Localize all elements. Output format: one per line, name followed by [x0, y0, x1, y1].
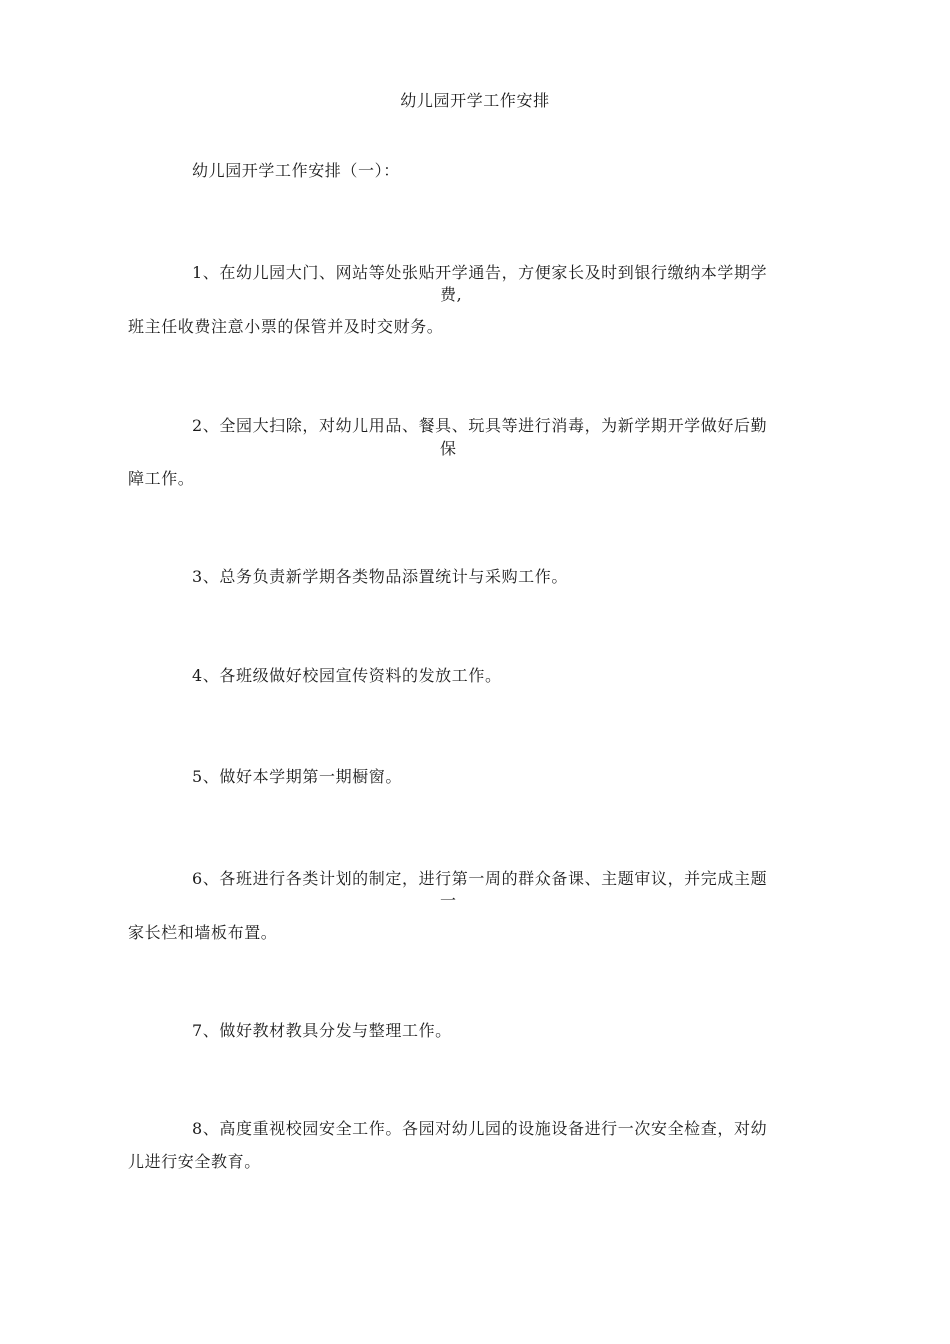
list-item-2-line1: 2、全园大扫除，对幼儿用品、餐具、玩具等进行消毒，为新学期开学做好后勤	[192, 416, 768, 435]
list-item-3: 3、总务负责新学期各类物品添置统计与采购工作。	[192, 567, 568, 586]
list-item-8-line2: 儿进行安全教育。	[128, 1152, 261, 1171]
list-item-6-line1: 6、各班进行各类计划的制定，进行第一周的群众备课、主题审议，并完成主题	[192, 869, 768, 888]
page-title: 幼儿园开学工作安排	[400, 91, 550, 110]
section-subtitle: 幼儿园开学工作安排（一）：	[192, 161, 400, 180]
list-item-1-line1: 1、在幼儿园大门、网站等处张贴开学通告，方便家长及时到银行缴纳本学期学	[192, 263, 768, 282]
list-item-7: 7、做好教材教具分发与整理工作。	[192, 1021, 452, 1040]
list-item-1-line2: 班主任收费注意小票的保管并及时交财务。	[128, 317, 444, 336]
list-item-5: 5、做好本学期第一期橱窗。	[192, 767, 402, 786]
list-item-2-line2: 障工作。	[128, 469, 195, 488]
list-item-2-wrap: 保	[440, 439, 457, 458]
list-item-8-line1: 8、高度重视校园安全工作。各园对幼儿园的设施设备进行一次安全检查，对幼	[192, 1119, 768, 1138]
list-item-6-wrap: 一	[440, 891, 457, 910]
list-item-1-wrap: 费,	[440, 285, 463, 304]
list-item-4: 4、各班级做好校园宣传资料的发放工作。	[192, 666, 502, 685]
list-item-6-line2: 家长栏和墙板布置。	[128, 923, 278, 942]
